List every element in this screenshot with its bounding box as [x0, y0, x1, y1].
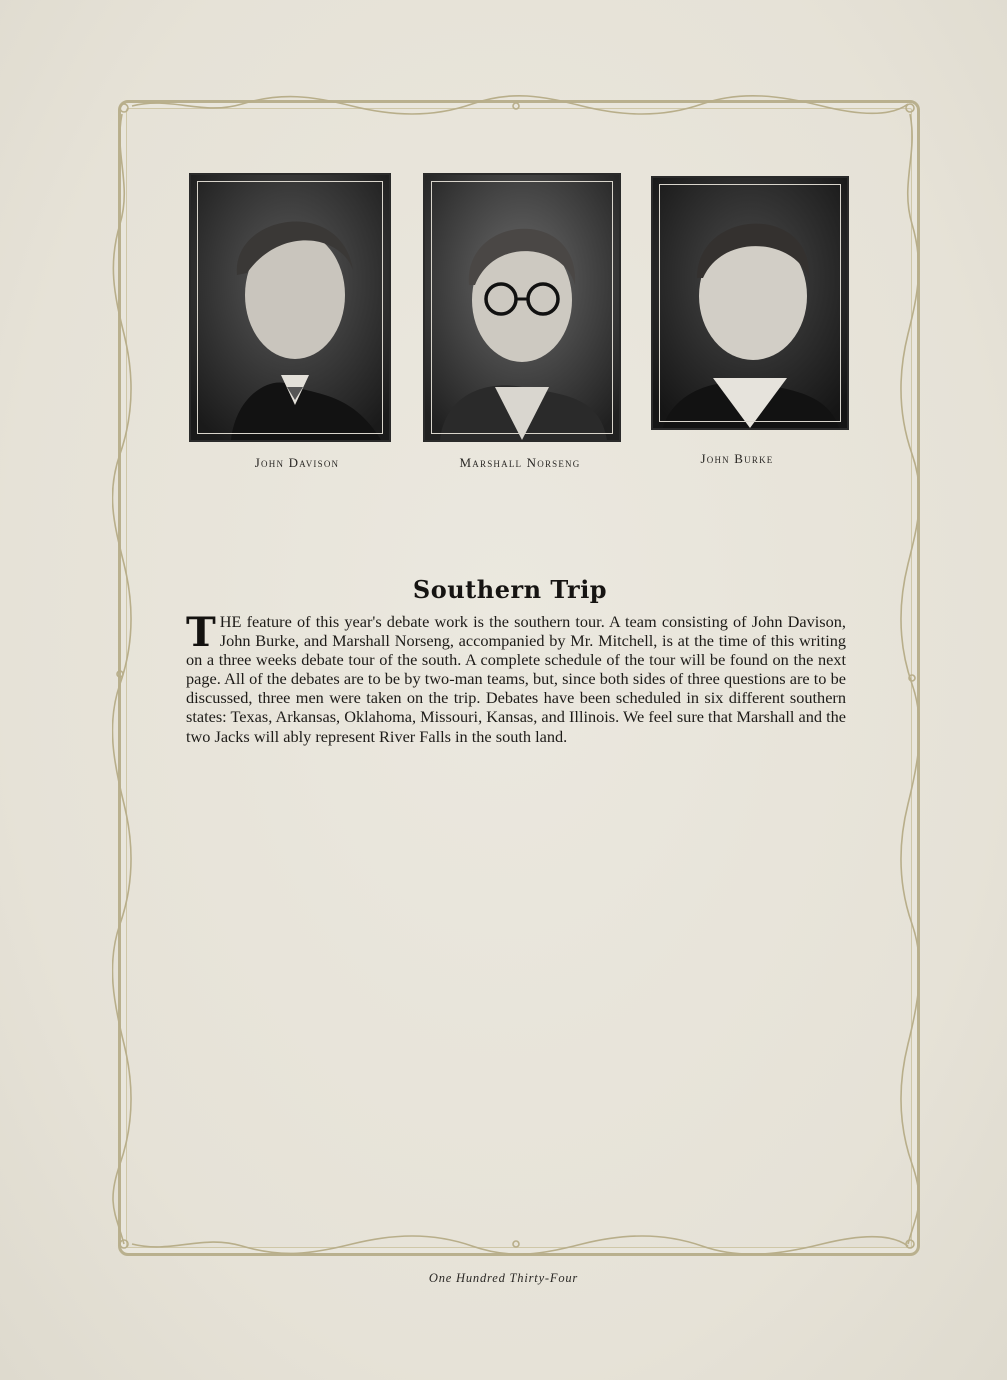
article-paragraph: HE feature of this year's debate work is the southern tour. A team consisting of John Davison, John Burke, and Marshall Norseng, accompanied by Mr. Mitchell, is at the time of this writing on a three weeks debate tour of the south. A complete schedule of the tour will be found on the next page. All of the debates are to be by two-man teams, but, since both sides of three questions are to be discussed, three men were taken on the trip. Debates have been scheduled in six different southern states: Texas, Arkansas, Oklahoma, Missouri, Kansas, and Illinois. We feel sure that Marshall and the two Jacks will ably represent River Falls in the south land.	[186, 612, 846, 746]
caption-john-davison: John Davison	[254, 455, 340, 470]
article-body	[186, 609, 846, 746]
page-number: One Hundred Thirty-Four	[428, 1271, 579, 1285]
drop-cap: T	[186, 609, 216, 656]
photo-inner-rule	[197, 181, 383, 434]
portrait-john-davison	[189, 173, 391, 442]
portrait-marshall-norseng	[423, 173, 621, 442]
portrait-john-burke	[651, 176, 849, 430]
photo-inner-rule	[431, 181, 613, 434]
article-title: Southern Trip	[412, 575, 608, 604]
photo-inner-rule	[659, 184, 841, 422]
caption-john-burke: John Burke	[700, 451, 774, 466]
caption-marshall-norseng: Marshall Norseng	[459, 455, 581, 470]
